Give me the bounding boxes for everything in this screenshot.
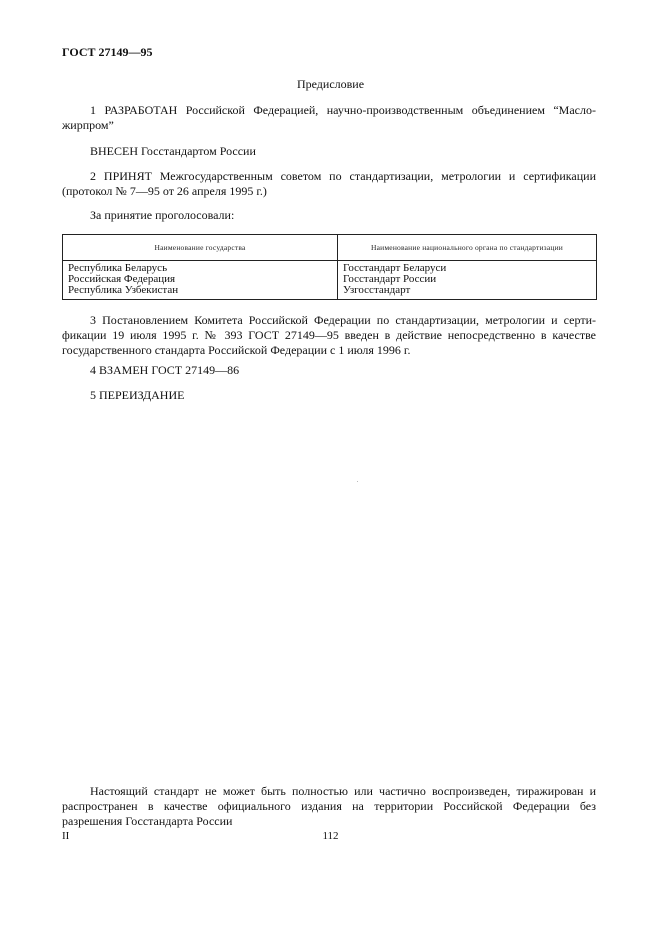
body-name: Госстандарт России xyxy=(343,273,437,285)
paragraph-replaces: 4 ВЗАМЕН ГОСТ 27149—86 xyxy=(90,363,240,377)
table-header-state: Наименование государства xyxy=(63,235,338,261)
notice-line: распространен в качестве официального издания на территории Российской Федерации без xyxy=(62,799,596,813)
paragraph-developed xyxy=(62,103,596,133)
paragraph-introduced: ВНЕСЕН Госстандартом России xyxy=(90,144,256,158)
paragraph-line: (протокол № 7—95 от 26 апреля 1995 г.) xyxy=(62,184,267,198)
speck xyxy=(357,481,358,482)
paragraph-resolution xyxy=(62,313,596,358)
paragraph-line: 3 Постановлением Комитета Российской Федерации по стандартизации, метрологии и серти- xyxy=(90,313,596,327)
copyright-notice xyxy=(62,784,596,829)
voting-table xyxy=(62,234,597,300)
body-name: Госстандарт Беларуси xyxy=(343,262,447,274)
paragraph-line: государственного стандарта Российской Федерации с 1 июля 1996 г. xyxy=(62,343,411,357)
page-number: 112 xyxy=(322,830,339,842)
table-row xyxy=(63,261,597,300)
document-code: ГОСТ 27149—95 xyxy=(62,45,153,59)
body-name: Узгосстандарт xyxy=(343,284,411,296)
state-name: Республика Беларусь xyxy=(68,262,168,274)
paragraph-voted: За принятие проголосовали: xyxy=(90,208,235,222)
table-cell-states xyxy=(63,261,338,300)
notice-line: разрешения Госстандарта России xyxy=(62,814,233,828)
paragraph-line: фикации 19 июля 1995 г. № 393 ГОСТ 27149—95 введен в действие непосредственно в качестве xyxy=(62,328,596,342)
paragraph-line: жирпром” xyxy=(62,118,114,132)
roman-page-number: II xyxy=(62,830,70,842)
table-cell-bodies xyxy=(338,261,597,300)
paragraph-reissue: 5 ПЕРЕИЗДАНИЕ xyxy=(90,388,185,402)
state-name: Республика Узбекистан xyxy=(68,284,179,296)
table-header-body: Наименование национального органа по стандартизации xyxy=(338,235,597,261)
notice-line: Настоящий стандарт не может быть полностью или частично воспроизведен, тиражирован и xyxy=(90,784,596,798)
paragraph-line: 2 ПРИНЯТ Межгосударственным советом по стандартизации, метрологии и сертификации xyxy=(90,169,596,183)
state-name: Российская Федерация xyxy=(68,273,176,285)
paragraph-line: 1 РАЗРАБОТАН Российской Федерацией, научно-производственным объединением “Масло- xyxy=(90,103,596,117)
page-title: Предисловие xyxy=(296,77,365,91)
paragraph-adopted xyxy=(62,169,596,199)
